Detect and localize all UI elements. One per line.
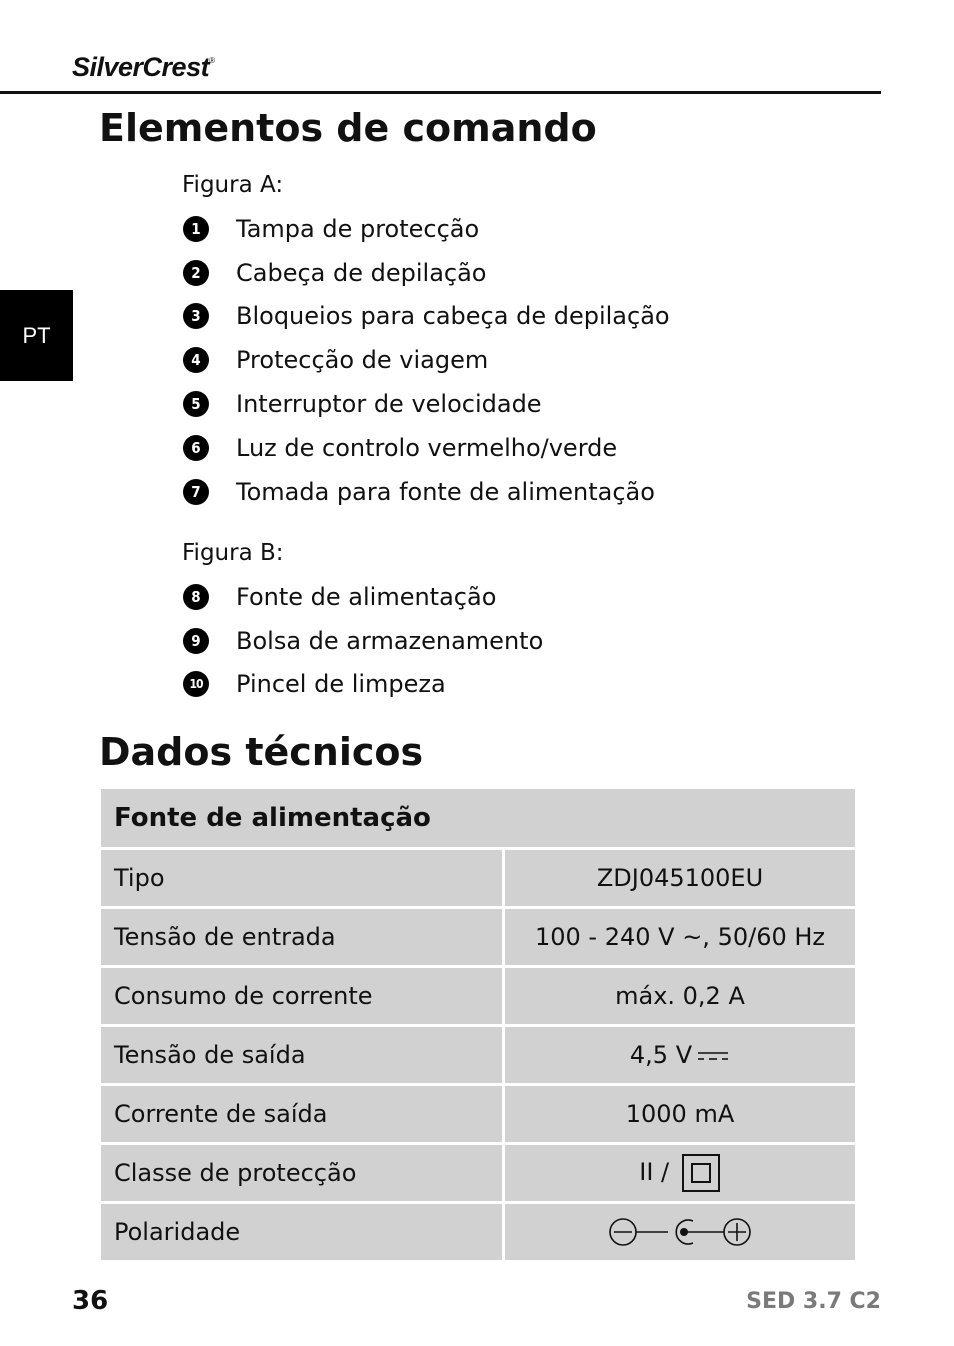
spec-key: Corrente de saída: [101, 1085, 504, 1144]
list-item: [183, 619, 543, 663]
spec-key: Classe de protecção: [101, 1144, 504, 1203]
spec-key: Tipo: [101, 849, 504, 908]
spec-value: 100 - 240 V ~, 50/60 Hz: [504, 908, 856, 967]
spec-table: [101, 789, 855, 1260]
list-item-label: Protecção de viagem: [236, 346, 489, 375]
list-item-label: Tampa de protecção: [236, 214, 480, 243]
spec-key: Consumo de corrente: [101, 967, 504, 1026]
header-rule: [0, 91, 881, 94]
list-item-label: Cabeça de depilação: [236, 258, 487, 287]
spec-key: Tensão de saída: [101, 1026, 504, 1085]
list-item: [183, 575, 543, 619]
list-item-label: Bloqueios para cabeça de depilação: [236, 302, 670, 331]
class-ii-double-insulation-icon: [681, 1153, 721, 1193]
list-item: [183, 382, 670, 426]
figure-b-label: Figura B:: [182, 540, 284, 566]
figure-a-list: [183, 207, 670, 514]
list-item: [183, 295, 670, 339]
table-header: Fonte de alimentação: [101, 789, 855, 849]
table-header-row: [101, 789, 855, 849]
spec-key: Polaridade: [101, 1203, 504, 1261]
list-item: [183, 663, 543, 707]
list-item-label: Luz de controlo vermelho/verde: [236, 433, 618, 462]
number-badge-icon: 3: [183, 303, 209, 329]
polarity-center-positive-icon: [607, 1216, 753, 1248]
section-title-controls: Elementos de comando: [99, 106, 597, 150]
number-badge-icon: 1: [183, 216, 209, 242]
number-badge-icon: 9: [183, 628, 209, 654]
list-item: [183, 470, 670, 514]
list-item-label: Fonte de alimentação: [236, 582, 497, 611]
table-row: [101, 967, 855, 1026]
spec-value: 4,5 V: [629, 1041, 693, 1069]
table-row: [101, 908, 855, 967]
table-row: [101, 1203, 855, 1261]
spec-value-cell: [504, 1203, 856, 1261]
figure-a-label: Figura A:: [182, 172, 284, 198]
list-item: [183, 251, 670, 295]
number-badge-icon: 8: [183, 584, 209, 610]
model-number: SED 3.7 C2: [746, 1289, 881, 1314]
spec-value: máx. 0,2 A: [504, 967, 856, 1026]
spec-key: Tensão de entrada: [101, 908, 504, 967]
spec-value: II /: [639, 1158, 670, 1186]
spec-value: 1000 mA: [504, 1085, 856, 1144]
language-label: PT: [22, 322, 51, 348]
spec-value-cell: [504, 1144, 856, 1203]
list-item-label: Bolsa de armazenamento: [236, 626, 544, 655]
figure-b-list: [183, 575, 543, 706]
spec-value-cell: [504, 1026, 856, 1085]
section-title-specs: Dados técnicos: [99, 730, 424, 774]
dc-symbol-icon: [696, 1049, 730, 1063]
list-item-label: Tomada para fonte de alimentação: [236, 477, 655, 506]
number-badge-icon: 6: [183, 435, 209, 461]
list-item-label: Pincel de limpeza: [236, 670, 446, 699]
table-row: [101, 1144, 855, 1203]
table-row: [101, 1026, 855, 1085]
number-badge-icon: 10: [183, 671, 209, 697]
table-row: [101, 1085, 855, 1144]
number-badge-icon: 5: [183, 391, 209, 417]
list-item: [183, 207, 670, 251]
list-item: [183, 338, 670, 382]
language-tab: [0, 290, 73, 381]
number-badge-icon: 7: [183, 479, 209, 505]
spec-value: ZDJ045100EU: [504, 849, 856, 908]
table-row: [101, 849, 855, 908]
number-badge-icon: 4: [183, 347, 209, 373]
page-number: 36: [72, 1286, 109, 1316]
number-badge-icon: 2: [183, 260, 209, 286]
list-item: [183, 426, 670, 470]
brand-logo: SilverCrest®: [72, 52, 215, 82]
list-item-label: Interruptor de velocidade: [236, 390, 542, 419]
